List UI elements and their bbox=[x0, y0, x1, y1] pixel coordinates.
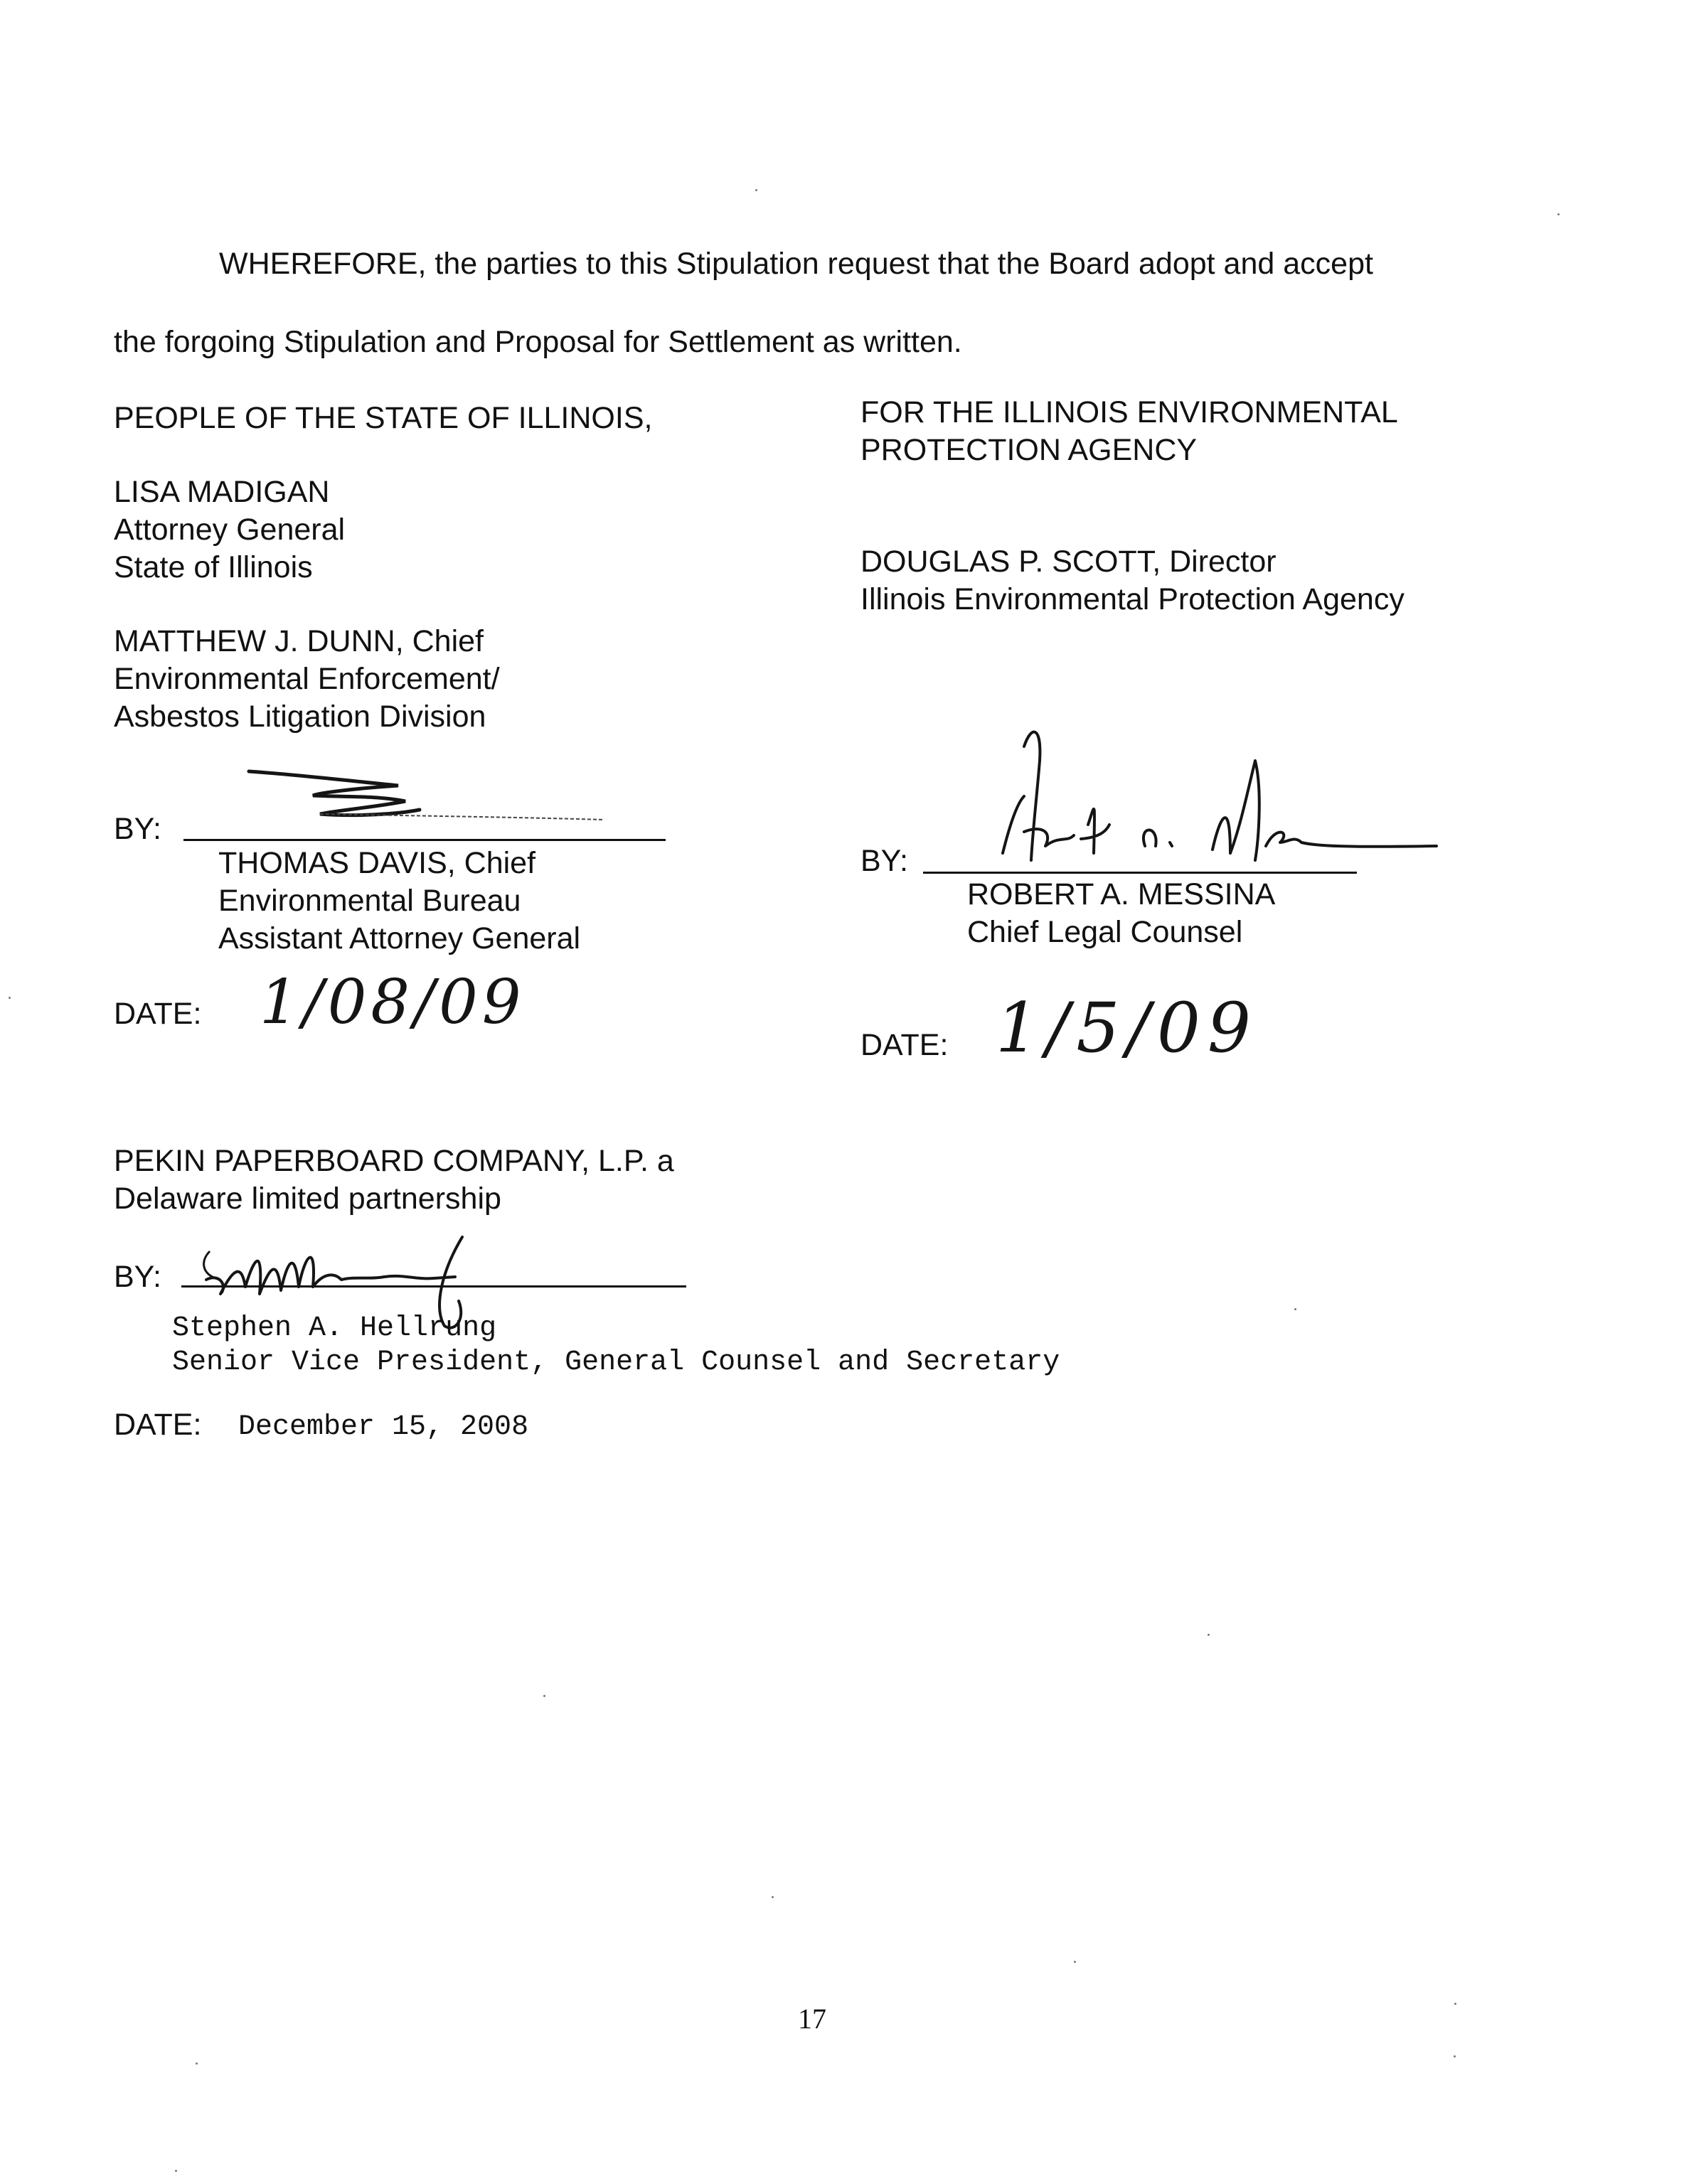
iepa-by-label: BY: bbox=[860, 844, 908, 878]
company-name-line-1: PEKIN PAPERBOARD COMPANY, L.P. a bbox=[114, 1144, 674, 1178]
scan-speck bbox=[9, 997, 11, 999]
iepa-date-handwritten: 1/5/09 bbox=[996, 988, 1258, 1068]
people-signer-title-1: Environmental Bureau bbox=[218, 884, 521, 918]
scan-speck bbox=[755, 189, 757, 191]
scan-speck bbox=[1208, 1634, 1210, 1636]
scan-speck bbox=[1074, 1961, 1076, 1963]
people-by-label: BY: bbox=[114, 812, 161, 846]
attorney-general-name: LISA MADIGAN bbox=[114, 475, 330, 509]
scan-speck bbox=[175, 2170, 177, 2172]
company-signer-title: Senior Vice President, General Counsel and Secretary bbox=[172, 1347, 1060, 1379]
people-signature-line bbox=[183, 839, 666, 841]
people-date-handwritten: 1/08/09 bbox=[260, 967, 526, 1038]
intro-line-1: WHEREFORE, the parties to this Stipulation request that the Board adopt and accept bbox=[219, 247, 1373, 281]
intro-line-2: the forgoing Stipulation and Proposal for Settlement as written. bbox=[114, 325, 962, 359]
messina-signature-mark bbox=[974, 718, 1444, 889]
company-name-line-2: Delaware limited partnership bbox=[114, 1182, 501, 1216]
iepa-director-name: DOUGLAS P. SCOTT, Director bbox=[860, 545, 1277, 579]
division-chief-title-1: Environmental Enforcement/ bbox=[114, 662, 500, 696]
iepa-heading-2: PROTECTION AGENCY bbox=[860, 433, 1198, 467]
company-date-value: December 15, 2008 bbox=[238, 1411, 529, 1443]
davis-signature-mark bbox=[235, 764, 619, 835]
company-by-label: BY: bbox=[114, 1260, 161, 1294]
people-date-label: DATE: bbox=[114, 997, 202, 1031]
iepa-director-title: Illinois Environmental Protection Agency bbox=[860, 582, 1405, 616]
scan-speck bbox=[196, 2062, 198, 2065]
company-date-label: DATE: bbox=[114, 1408, 202, 1442]
iepa-signer-title: Chief Legal Counsel bbox=[967, 915, 1243, 949]
iepa-heading-1: FOR THE ILLINOIS ENVIRONMENTAL bbox=[860, 395, 1398, 429]
people-heading: PEOPLE OF THE STATE OF ILLINOIS, bbox=[114, 401, 653, 435]
scan-speck bbox=[772, 1896, 774, 1898]
people-signer-title-2: Assistant Attorney General bbox=[218, 921, 581, 956]
page-number: 17 bbox=[798, 2003, 826, 2035]
people-signer-name: THOMAS DAVIS, Chief bbox=[218, 846, 536, 880]
iepa-date-label: DATE: bbox=[860, 1028, 949, 1062]
scan-speck bbox=[543, 1695, 545, 1697]
attorney-general-title: Attorney General bbox=[114, 513, 346, 547]
division-chief-title-2: Asbestos Litigation Division bbox=[114, 700, 486, 734]
scan-speck bbox=[1454, 2055, 1456, 2057]
attorney-general-state: State of Illinois bbox=[114, 550, 313, 584]
company-signer-name: Stephen A. Hellrung bbox=[172, 1312, 497, 1344]
iepa-signer-name: ROBERT A. MESSINA bbox=[967, 877, 1276, 911]
scan-speck bbox=[1294, 1308, 1296, 1310]
division-chief-name: MATTHEW J. DUNN, Chief bbox=[114, 624, 484, 658]
scan-speck bbox=[1557, 213, 1560, 215]
scan-speck bbox=[1454, 2003, 1456, 2005]
